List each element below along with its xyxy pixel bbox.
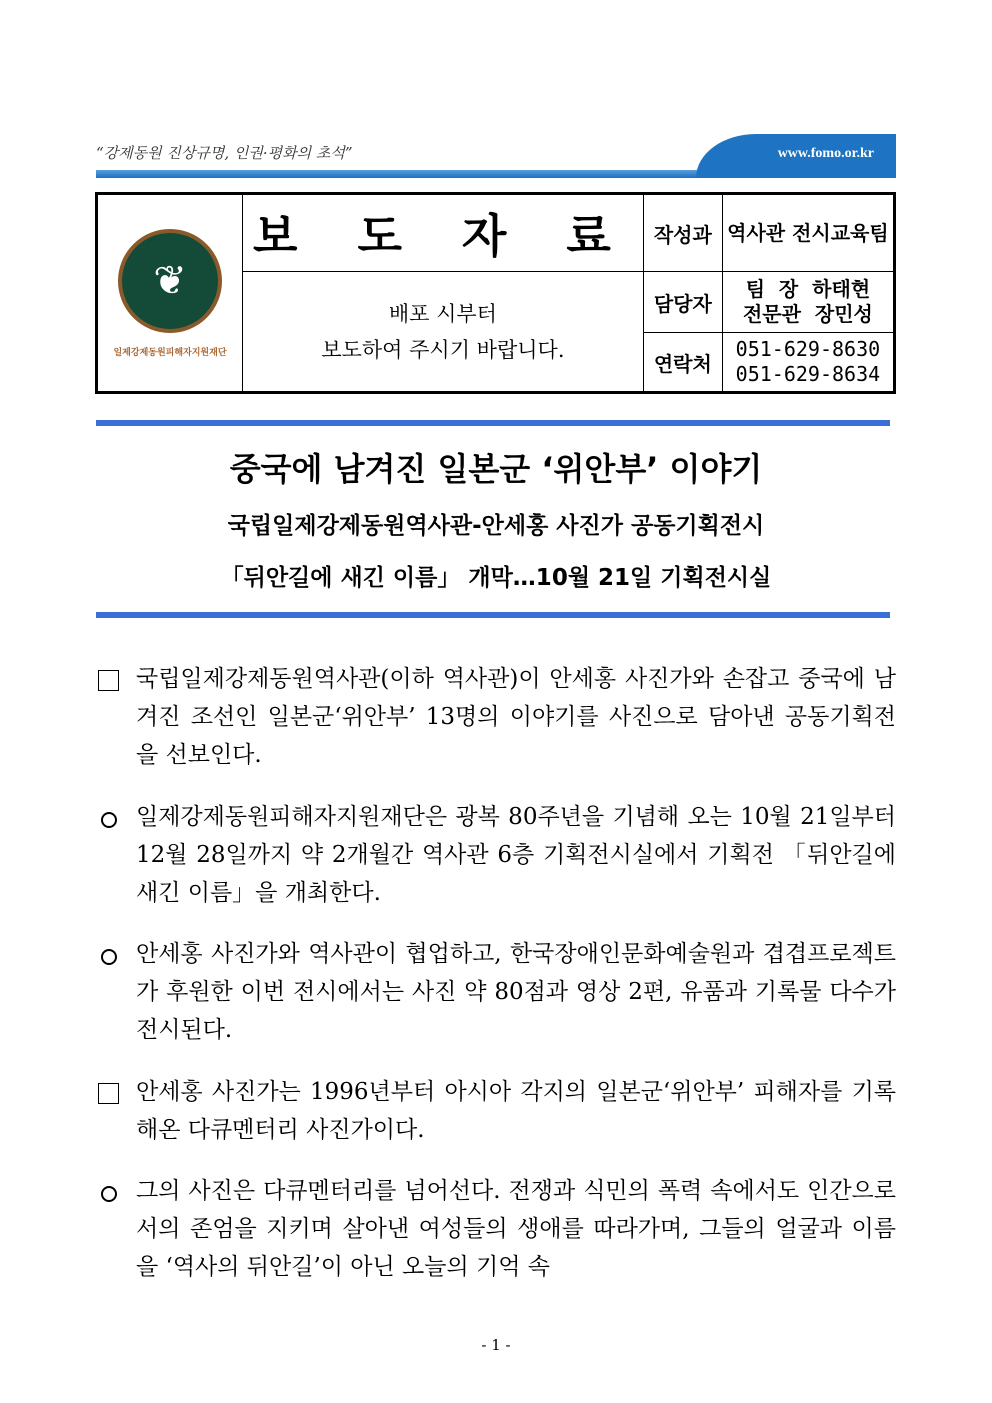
body-paragraph xyxy=(98,798,896,912)
row-value xyxy=(722,333,894,393)
info-table xyxy=(95,192,896,394)
row-value xyxy=(722,194,894,272)
circle-bullet-icon xyxy=(101,812,117,828)
slogan: “강제동원 진상규명, 인권·평화의 초석” xyxy=(96,144,353,162)
paragraph-text: 안세홍 사진가와 역사관이 협업하고, 한국장애인문화예술원과 겹겹프로젝트가 후원한 이번 전시에서는 사진 약 80점과 영상 2편, 유품과 기록물 다수가 전시된다. xyxy=(136,941,896,1043)
header-banner xyxy=(96,134,896,178)
paragraph-text: 일제강제동원피해자지원재단은 광복 80주년을 기념해 오는 10월 21일부터 12월 28일까지 약 2개월간 역사관 6층 기획전시실에서 기획전 「뒤안길에 새긴 이름」을 개최한다. xyxy=(136,804,896,906)
logo-cell xyxy=(97,194,243,393)
divider-top xyxy=(96,420,890,426)
phone-number: 051-629-8630 xyxy=(735,337,881,361)
row-value xyxy=(722,272,894,333)
paragraph-text: 안세홍 사진가는 1996년부터 아시아 각지의 일본군‘위안부’ 피해자를 기록해온 다큐멘터리 사진가이다. xyxy=(136,1079,896,1143)
dept-value: 역사관 전시교육팀 xyxy=(727,220,889,245)
circle-bullet-icon xyxy=(101,949,117,965)
body-paragraph xyxy=(98,1172,896,1286)
contact-person: 전문관 장민성 xyxy=(742,302,873,326)
embargo-note xyxy=(243,272,644,393)
contact-person: 팀 장 하태현 xyxy=(745,277,871,301)
circle-bullet-icon xyxy=(101,1186,117,1202)
body-paragraph xyxy=(98,935,896,1049)
headline-sub: 「뒤안길에 새긴 이름」 개막…10월 21일 기획전시실 xyxy=(220,565,772,591)
paragraph-text: 국립일제강제동원역사관(이하 역사관)이 안세홍 사진가와 손잡고 중국에 남겨진 조선인 일본군‘위안부’ 13명의 이야기를 사진으로 담아낸 공동기획전을 선보인다. xyxy=(136,666,896,768)
logo-text: 일제강제동원피해자지원재단 xyxy=(113,347,227,358)
square-bullet-icon xyxy=(98,670,119,691)
row-label: 담당자 xyxy=(643,272,722,333)
body-paragraph xyxy=(98,1073,896,1149)
divider-bottom xyxy=(96,612,890,618)
row-label: 작성과 xyxy=(643,194,722,272)
phone-number: 051-629-8634 xyxy=(735,362,881,386)
paragraph-text: 그의 사진은 다큐멘터리를 넘어선다. 전쟁과 식민의 폭력 속에서도 인간으로서의 존엄을 지키며 살아낸 여성들의 생애를 따라가며, 그들의 얼굴과 이름을 ‘역사의 뒤안길’이 아닌 오늘의 기억 속 xyxy=(136,1178,896,1280)
square-bullet-icon xyxy=(98,1083,119,1104)
document-title: 보 도 자 료 xyxy=(243,194,644,272)
embargo-line: 보도하여 주시기 바랍니다. xyxy=(321,337,565,362)
headline-title: 중국에 남겨진 일본군 ‘위안부’ 이야기 xyxy=(229,450,763,488)
embargo-line: 배포 시부터 xyxy=(388,301,497,326)
website-url: www.fomo.or.kr xyxy=(777,146,874,161)
headline-sub: 국립일제강제동원역사관-안세홍 사진가 공동기획전시 xyxy=(227,513,765,539)
page-number: - 1 - xyxy=(481,1336,511,1354)
foundation-logo-icon: ❦ xyxy=(118,229,222,333)
body-paragraph xyxy=(98,660,896,774)
row-label: 연락처 xyxy=(643,333,722,393)
